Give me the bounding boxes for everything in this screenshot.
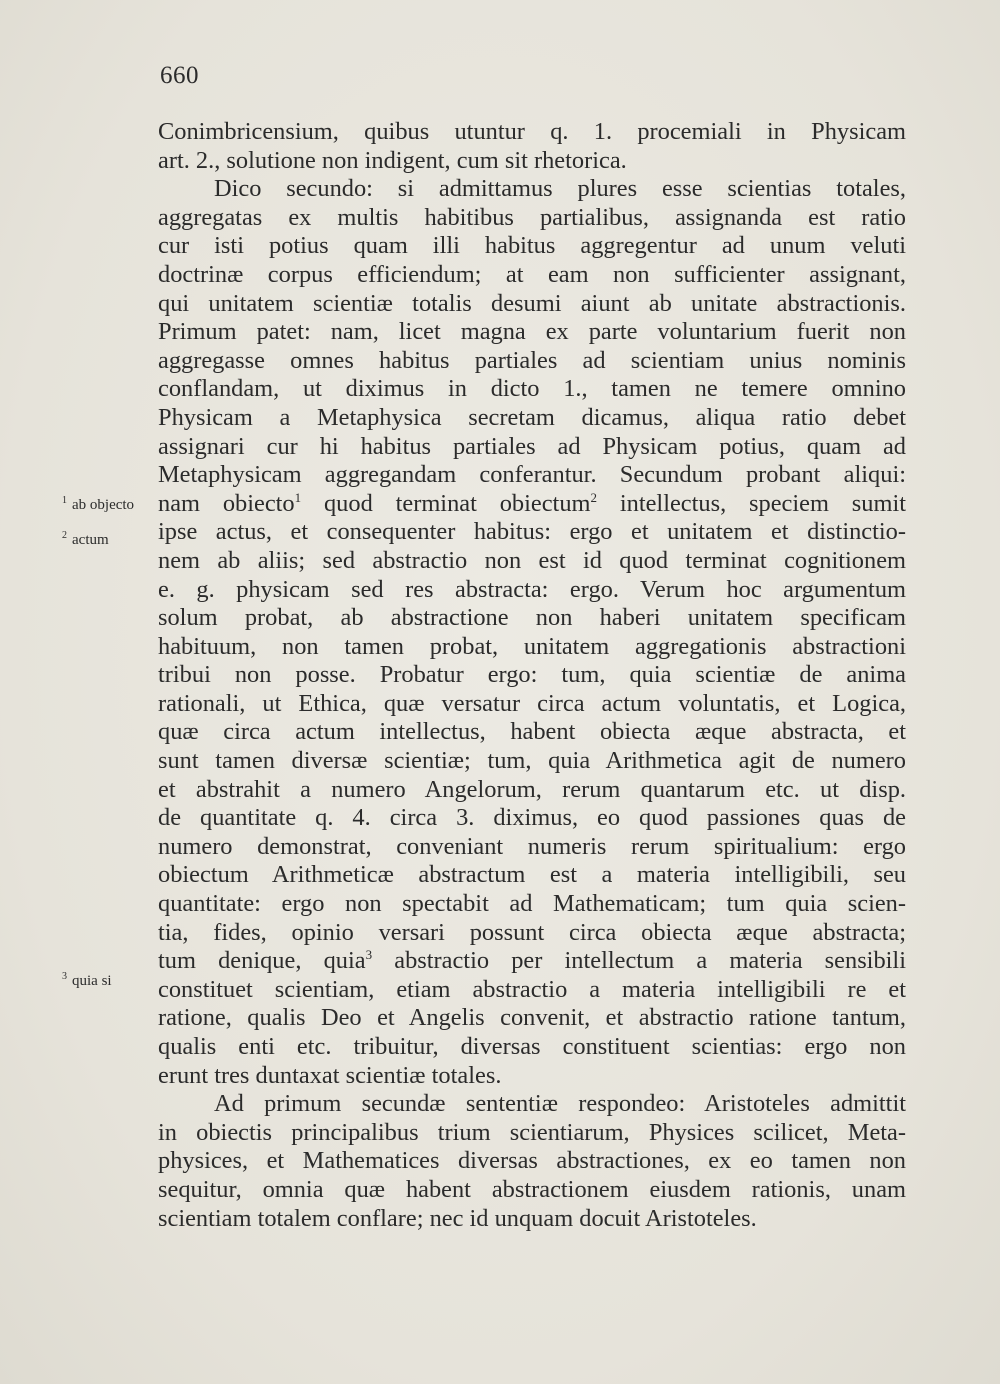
margin-note-3 (62, 968, 154, 990)
text-line (158, 490, 906, 519)
text-segment: quod terminat obiectum (301, 489, 591, 517)
text-line: ratione, qualis Deo et Angelis convenit, et abstractio ratione tantum, (158, 1004, 906, 1032)
text-line: Physicam a Metaphysica secretam dicamus, aliqua ratio debet (158, 403, 906, 431)
text-line: cur isti potius quam illi habitus aggregentur ad unum veluti (158, 232, 906, 260)
margin-note-2 (62, 527, 154, 549)
text-line: e. g. physicam sed res abstracta: ergo. Verum hoc argumentum (158, 575, 906, 603)
margin-note-number: 3 (62, 971, 67, 982)
text-segment: intellectus, speciem sumit (597, 489, 907, 517)
text-line: et abstrahit a numero Angelorum, rerum quantarum etc. ut disp. (158, 775, 906, 803)
text-line: tribui non posse. Probatur ergo: tum, quia scientiæ de anima (158, 661, 906, 689)
text-line: Conimbricensium, quibus utuntur q. 1. procemiali in Physicam (158, 118, 906, 145)
text-line: scientiam totalem conflare; nec id unquam docuit Aristoteles. (158, 1204, 757, 1232)
margin-note-1 (62, 492, 154, 514)
text-line: in obiectis principalibus trium scientiarum, Physices scilicet, Meta- (158, 1118, 906, 1146)
text-line: aggregatas ex multis habitibus partialibus, assignanda est ratio (158, 203, 906, 231)
text-line: quantitate: ergo non spectabit ad Mathematicam; tum quia scien- (158, 890, 906, 918)
text-line: rationali, ut Ethica, quæ versatur circa actum voluntatis, et Logica, (158, 689, 906, 717)
margin-note-number: 1 (62, 495, 67, 506)
text-segment: tum denique, quia (158, 947, 366, 975)
text-line: Primum patet: nam, licet magna ex parte voluntarium fuerit non (158, 318, 906, 346)
text-line: Ad primum secundæ sententiæ respondeo: Aristoteles admittit (214, 1090, 906, 1118)
main-text-body (158, 118, 906, 1233)
text-line: art. 2., solutione non indigent, cum sit rhetorica. (158, 146, 627, 174)
margin-note-text: ab objecto (72, 497, 135, 513)
text-line: solum probat, ab abstractione non haberi unitatem specificam (158, 604, 906, 632)
text-line: assignari cur hi habitus partiales ad Physicam potius, quam ad (158, 432, 906, 460)
text-line: quæ circa actum intellectus, habent obiecta æque abstracta, et (158, 718, 906, 746)
text-segment: abstractio per intellectum a materia sensibili (372, 947, 906, 975)
text-line: sunt tamen diversæ scientiæ; tum, quia Arithmetica agit de numero (158, 747, 906, 775)
text-line: ipse actus, et consequenter habitus: ergo et unitatem et distinctio- (158, 518, 906, 546)
text-line: physices, et Mathematices diversas abstractiones, ex eo tamen non (158, 1147, 906, 1175)
margin-note-number: 2 (62, 530, 67, 541)
text-line: qualis enti etc. tribuitur, diversas constituent scientias: ergo non (158, 1033, 906, 1060)
footnote-marker: 1 (294, 489, 302, 505)
text-line: de quantitate q. 4. circa 3. diximus, eo quod passiones quas de (158, 804, 906, 832)
text-segment: nam obiecto (158, 489, 295, 517)
text-line: nem ab aliis; sed abstractio non est id quod terminat cognitionem (158, 546, 906, 574)
text-line: numero demonstrat, conveniant numeris rerum spiritualium: ergo (158, 832, 906, 860)
text-line: obiectum Arithmeticæ abstractum est a materia intelligibili, seu (158, 861, 906, 889)
text-line: erunt tres duntaxat scientiæ totales. (158, 1061, 502, 1089)
text-line: qui unitatem scientiæ totalis desumi aiunt ab unitate abstractionis. (158, 289, 906, 317)
footnote-marker: 2 (590, 489, 597, 505)
text-line: conflandam, ut diximus in dicto 1., tamen ne temere omnino (158, 375, 906, 403)
text-line: Metaphysicam aggregandam conferantur. Secundum probant aliqui: (158, 461, 906, 489)
text-line: habituum, non tamen probat, unitatem aggregationis abstractioni (158, 632, 906, 660)
footnote-marker: 3 (365, 947, 373, 963)
margin-note-text: actum (72, 532, 109, 548)
text-line (158, 947, 906, 976)
text-line: Dico secundo: si admittamus plures esse scientias totales, (214, 175, 906, 203)
text-line: aggregasse omnes habitus partiales ad scientiam unius nominis (158, 346, 906, 374)
text-line: doctrinæ corpus efficiendum; at eam non sufficienter assignant, (158, 260, 906, 288)
text-line: sequitur, omnia quæ habent abstractionem eiusdem rationis, unam (158, 1175, 906, 1203)
text-line: constituet scientiam, etiam abstractio a materia intelligibili re et (158, 975, 906, 1003)
page-number: 660 (160, 62, 199, 89)
margin-note-text: quia si (72, 973, 112, 989)
text-line: tia, fides, opinio versari possunt circa obiecta æque abstracta; (158, 918, 906, 946)
